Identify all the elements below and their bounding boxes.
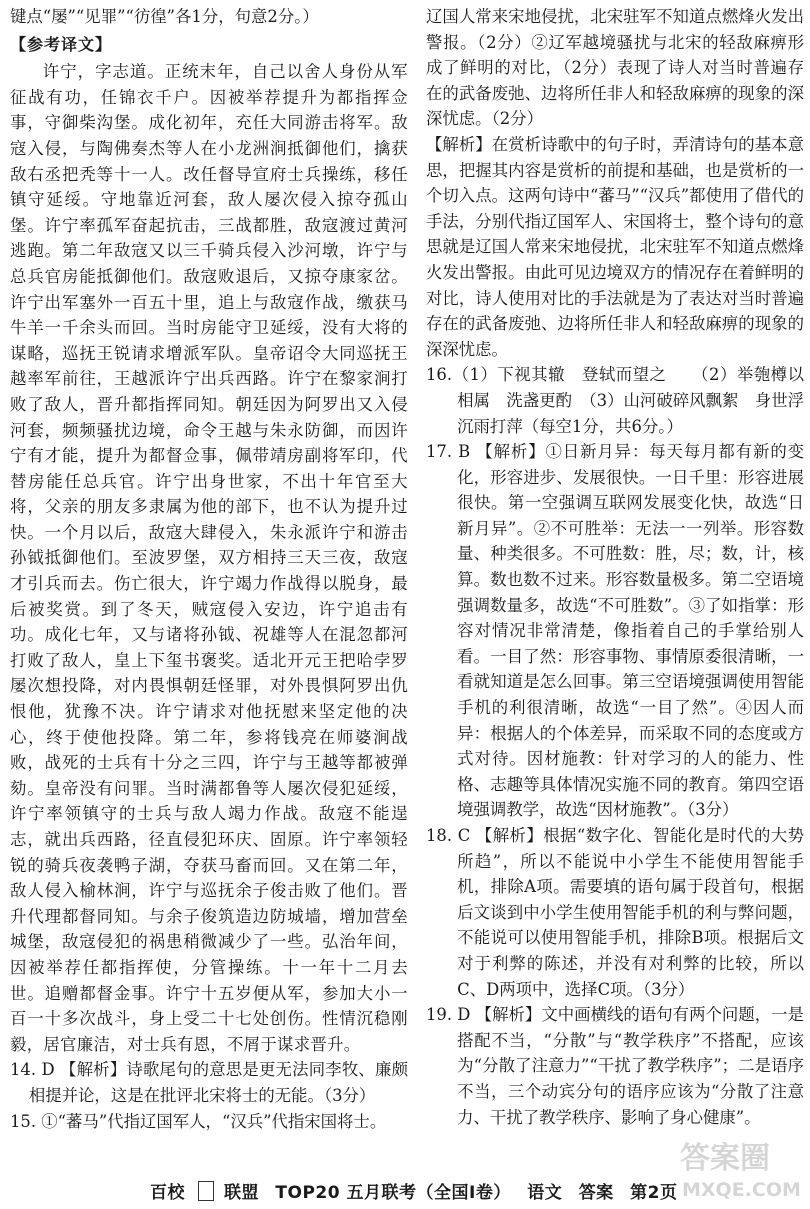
footer-exam-name: TOP20 五月联考（全国Ⅰ卷）: [275, 1183, 511, 1203]
footer-brand-1: 百校: [150, 1183, 185, 1203]
q13-scoring-tail: 键点“屡”“见罪”“彷徨”各1分，句意2分。）: [10, 7, 319, 26]
answer-q19: 19. D 【解析】文中画横线的语句有两个问题，一是搭配不当，“分散”与“教学秩序”不搭配，应该为“分散了注意力”“干扰了教学秩序”；二是语序不当，三个动宾分句的语序应该为“分散了注意力、干扰了教学秩序、影响了身心健康”。: [426, 1005, 804, 1127]
answer-q14: 14. D 【解析】诗歌尾句的意思是更无法同李牧、廉颇相提并论，这是在批评北宋将士的无能。（3分）: [10, 1060, 408, 1105]
answer-q15-start: 15. ①“蕃马”代指辽国军人，“汉兵”代指宋国将士。: [10, 1111, 387, 1131]
watermark-logo-icon: [672, 1130, 807, 1205]
footer-answer-label: 答案: [578, 1183, 614, 1203]
brand-logo-icon: [198, 1181, 214, 1201]
answer-q17: 17. B 【解析】①日新月异：每天每月都有新的变化，形容进步、发展很快。一日千里：形容进展很快。第一空强调互联网发展变化快，故选“日新月异”。②不可胜举：无法一一列举。形容数量、种类很多。不可胜数：胜，尽；数，计，核算。数也数不过来。形容数量极多。第二空语境强调数量多，故选“不可胜数”。③了如指掌：形容对情况非常清楚，像指着自己的手掌给别人看。一目了然：形容事物、事情原委很清晰，一看就知道是怎么回事。第三空语境强调使用智能手机的利很清晰，故选“一目了然”。④因人而异：根据人的个体差异，而采取不同的态度或方式对待。因材施教：针对学习的人的能力、性格、志趣等具体情况实施不同的教育。第四空语境强调教学，故选“因材施教”。（3分）: [426, 442, 804, 820]
analysis-q15: 【解析】在赏析诗歌中的句子时，弄清诗句的基本意思，把握其内容是赏析的前提和基础，也是赏析的一个切入点。这两句诗中“蕃马”“汉兵”都使用了借代的手法，分别代指辽国军人、宋国将士，整个诗句的意思就是辽国人常来宋地侵扰，北宋驻军不知道点燃烽火发出警报。由此可见边境双方的情况存在着鲜明的对比，诗人使用对比的手法就是为了表达对当时普遍存在的武备废弛、边将所任非人和轻敌麻痹的现象的深深忧虑。: [426, 134, 804, 359]
answer-q18: 18. C 【解析】根据“数字化、智能化是时代的大势所趋”，所以不能说中小学生不能使用智能手机，排除A项。需要填的语句属于段首句，根据后文谈到中小学生使用智能手机的利与弊问题，不能说可以使用智能手机，排除B项。根据后文对于利弊的陈述，并没有对利弊的比较，所以C、D两项中，选择C项。（3分）: [426, 826, 804, 999]
right-column: [426, 4, 804, 1130]
footer-brand-2: 联盟: [224, 1183, 259, 1203]
reference-translation: 许宁，字志道。正统末年，自己以舍人身份从军征战有功，任锦衣千户。因被举荐提升为都指挥佥事，守御柴沟堡。成化初年，充任大同游击将军。敌寇入侵，与陶佛奏杰等人在小龙洲涧抵御他们，擒获敌右丞把秃等十一人。改任督导宣府士兵操练，移任镇守延绥。守地靠近河套，敌人屡次侵入掠夺孤山堡。许宁率孤军奋起抗击，三战都胜，敌寇渡过黄河逃跑。第二年敌寇又以三千骑兵侵入沙河墩，许宁与总兵官房能抵御他们。敌寇败退后，又掠夺康家岔。许宁出军塞外一百五十里，追上与敌寇作战，缴获马牛羊一千余头而回。当时房能守卫延绥，没有大将的谋略，巡抚王锐请求增派军队。皇帝诏令大同巡抚王越率军前往，王越派许宁出兵西路。许宁在黎家涧打败了敌人，晋升都指挥同知。朝廷因为阿罗出又入侵河套，频频骚扰边境，命令王越与朱永防御，而因许宁有才能，提升为都督佥事，佩带靖房副将军印，代替房能任总兵官。许宁出身世家，不出十年官至大将，父亲的朋友多隶属为他的部下，也不认为提升过快。一个月以后，敌寇大肆侵入，朱永派许宁和游击孙钺抵御他们。至波罗堡，双方相持三天三夜，敌寇才引兵而去。伤亡很大，许宁竭力作战得以脱身，最后被奖赏。到了冬天，贼寇侵入安边，许宁追击有功。成化七年，又与诸将孙钺、祝雄等人在混忽都河打败了敌人，皇上下玺书褒奖。适北开元王把哈孛罗屡次想投降，对内畏惧朝廷怪罪，对外畏惧阿罗出仇恨他，犹豫不决。许宁请求对他抚慰来坚定他的决心，终于使他投降。第二年，参将钱亮在师婆涧战败，战死的士兵有十分之三四，许宁与王越等都被弹劾。皇帝没有问罪。当时满都鲁等人屡次侵犯延绥，许宁率领镇守的士兵与敌人竭力作战。敌寇不能逞志，就出兵西路，径直侵犯环庆、固原。许宁率领轻锐的骑兵夜袭鸭子湖，夺获马畜而回。又在第二年，敌人侵入榆林涧，许宁与巡抚余子俊击败了他们。晋升代理都督同知。与余子俊筑造边防城墙，增加营垒城堡，敌寇侵犯的祸患稍微减少了一些。弘治年间，因被举荐任都指挥使，分管操练。十一年十二月去世。追赠都督金事。许宁十五岁便从军，参加大小一百一十多次战斗，身上受二十七处创伤。性情沉稳刚毅，居官廉洁，对士兵有恩，不屑于谋求晋升。: [10, 62, 408, 1054]
watermark: [672, 1130, 807, 1205]
footer-subject: 语文: [527, 1183, 563, 1203]
reference-translation-heading: 【参考译文】: [10, 34, 113, 54]
left-column: [10, 4, 408, 1134]
watermark-text-1: 答案圈: [680, 1141, 770, 1176]
answer-q15-continued: 辽国人常来宋地侵扰，北宋驻军不知道点燃烽火发出警报。（2分）②辽军越境骚扰与北宋的轻敌麻痹形成了鲜明的对比，（2分）表现了诗人对当时普遍存在的武备废弛、边将所任非人和轻敌麻痹的现象的深深忧虑。（2分）: [426, 7, 804, 129]
watermark-text-2: MXQE.COM: [682, 1179, 801, 1201]
footer-page-number: 第2页: [630, 1183, 678, 1203]
answer-q16: 16.（1）下视其辙 登轼而望之 （2）举匏樽以相属 洗盏更酌 （3）山河破碎风飘絮 身世浮沉雨打萍（每空1分，共6分。）: [426, 365, 804, 436]
